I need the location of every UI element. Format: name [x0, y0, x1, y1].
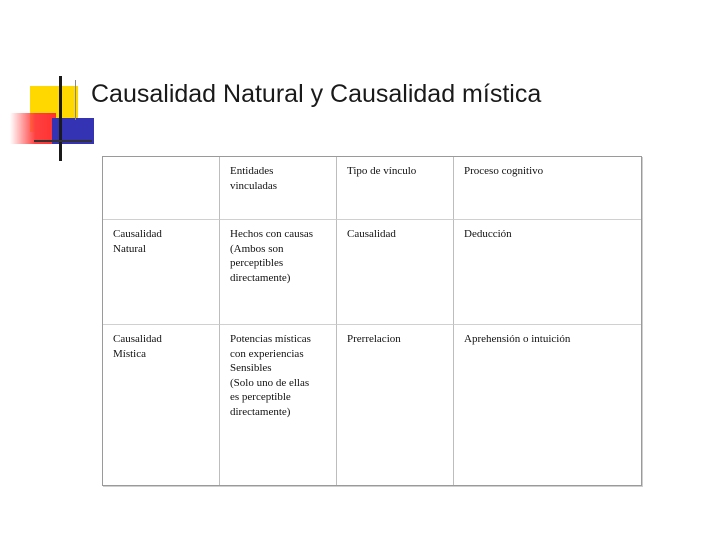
table-cell-link-type: Causalidad — [337, 220, 454, 325]
table-header-empty — [103, 157, 220, 220]
table-cell-entities: Potencias místicas con experiencias Sensibles (Solo uno de ellas es perceptible directamente) — [220, 325, 337, 485]
table-cell-process: Aprehensión o intuición — [464, 333, 571, 345]
table-cell-entities: Hechos con causas (Ambos son perceptibles directamente) — [220, 220, 337, 325]
table-header-process: Proceso cognitivo — [454, 157, 641, 220]
comparison-table — [102, 156, 642, 486]
table-header-entities: Entidades vinculadas — [220, 157, 337, 220]
table-row-label: Causalidad Natural — [103, 220, 220, 325]
decor-horizontal-line — [34, 140, 92, 142]
decor-thin-line — [75, 80, 76, 120]
table-cell-process: Deducción — [454, 220, 641, 325]
page-title: Causalidad Natural y Causalidad mística — [91, 80, 542, 108]
table-header-link-type: Tipo de vínculo — [337, 157, 454, 220]
decor-vertical-line — [59, 76, 62, 161]
table-cell-link-type: Prerrelacion — [337, 325, 454, 485]
table-row-label: Causalidad Mística — [103, 325, 220, 485]
